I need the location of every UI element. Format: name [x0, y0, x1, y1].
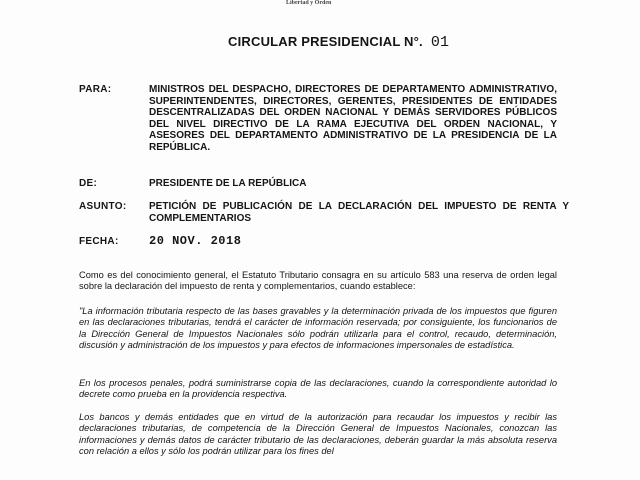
de-sender: PRESIDENTE DE LA REPÚBLICA — [149, 178, 307, 189]
circular-title-text: CIRCULAR PRESIDENCIAL N°. — [228, 34, 423, 49]
de-label: DE: — [79, 178, 98, 189]
quote-paragraph-2: En los procesos penales, podrá suministrarse copia de las declaraciones, cuando la correspondiente autoridad lo decrete como prueba en la providencia respectiva. — [79, 378, 557, 400]
circular-title — [228, 34, 449, 51]
header-motto: Libertad y Orden — [286, 0, 332, 6]
intro-paragraph: Como es del conocimiento general, el Estatuto Tributario consagra en su artículo 583 una reserva de orden legal sobre la declaración del impuesto de renta y complementarios, cuando establece: — [79, 270, 557, 292]
fecha-date-stamp: 20 NOV. 2018 — [149, 234, 242, 248]
asunto-label: ASUNTO: — [79, 201, 127, 212]
asunto-subject: PETICIÓN DE PUBLICACIÓN DE LA DECLARACIÓN DEL IMPUESTO DE RENTA Y COMPLEMENTARIOS — [149, 201, 569, 224]
para-recipients: MINISTROS DEL DESPACHO, DIRECTORES DE DEPARTAMENTO ADMINISTRATIVO, SUPERINTENDENTES, DIRECTORES, GERENTES, PRESIDENTES DE ENTIDADES DESCENTRALIZADAS DEL ORDEN NACIONAL Y DEMÁS SERVIDORES PÚBLICOS DEL NIVEL DIRECTIVO DE LA RAMA EJECUTIVA DEL ORDEN NACIONAL, Y ASESORES DEL DEPARTAMENTO ADMINISTRATIVO DE LA PRESIDENCIA DE LA REPÚBLICA. — [149, 84, 557, 153]
para-label: PARA: — [79, 84, 112, 95]
fecha-label: FECHA: — [79, 236, 119, 247]
circular-number: 01 — [430, 34, 450, 51]
quote-paragraph-3: Los bancos y demás entidades que en virtud de la autorización para recaudar los impuestos y recibir las declaraciones tributarias, de competencia de la Dirección General de Impuestos Nacionales, conozcan las informaciones y demás datos de carácter tributario de las declaraciones, deberán guardar la más absoluta reserva con relación a ellos y sólo los podrán utilizar para los fines del — [79, 412, 557, 457]
quote-paragraph-1: "La información tributaria respecto de las bases gravables y la determinación privada de los impuestos que figuren en las declaraciones tributarias, tendrá el carácter de información reservada; por consiguiente, los funcionarios de la Dirección General de Impuestos Nacionales sólo podrán utilizarla para el control, recaudo, determinación, discusión y administración de los impuestos y para efectos de informaciones impersonales de estadística. — [79, 306, 557, 351]
